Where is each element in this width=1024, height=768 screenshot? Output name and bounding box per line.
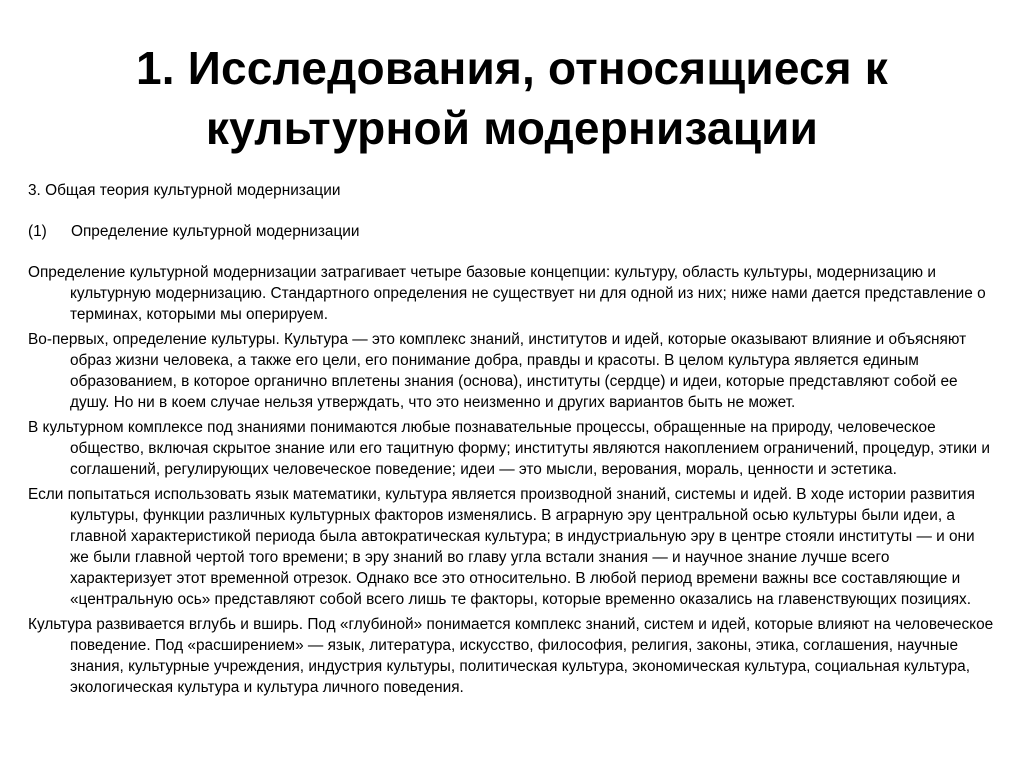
section-number: (1) [28, 223, 47, 240]
paragraph-knowledge-institutions-ideas: В культурном комплексе под знаниями понимаются любые познавательные процессы, обращенные на природу, человеческое общество, включая скрытое знание или его тацитную форму; институты являются накоплением ограничений, процедур, этики и соглашений, регулирующих человеческое поведение; идеи — это мысли, верования, мораль, ценности и эстетика. [28, 419, 990, 478]
subtitle: 3. Общая теория культурной модернизации [28, 182, 341, 199]
paragraph-math-language: Если попытаться использовать язык математики, культура является производной знаний, системы и идей. В ходе истории развития культуры, функции различных культурных факторов изменялись. В аграрную эру центральной осью культуры были идеи, а главной характеристикой периода была автократическая культура; в индустриальную эру в центре стояли институты — и они же были главной чертой того времени; в эру знаний во главу угла встали знания — и научное знание лучше всего характеризует этот временной отрезок. Однако все это относительно. В любой период времени важны все составляющие и «центральную ось» представляют собой всего лишь те факторы, которые временно оказались на главенствующих позициях. [28, 486, 975, 608]
slide-content [28, 180, 994, 702]
section-heading [28, 221, 994, 242]
paragraph-culture-definition: Во-первых, определение культуры. Культура — это комплекс знаний, институтов и идей, которые оказывают влияние и объясняют образ жизни человека, а также его цели, его понимание добра, правды и красоты. В целом культура является единым образованием, в которое органично вплетены знания (основа), институты (сердце) и идеи, которые представляют собой ее душу. Но ни в коем случае нельзя утверждать, что это неизменно и других вариантов быть не может. [28, 331, 967, 411]
paragraph-definition-intro: Определение культурной модернизации затрагивает четыре базовые концепции: культуру, область культуры, модернизацию и культурную модернизацию. Стандартного определения не существует ни для одной из них; ниже нами дается представление о терминах, которыми мы оперируем. [28, 264, 986, 323]
section-label: Определение культурной модернизации [71, 223, 360, 240]
paragraph-depth-breadth: Культура развивается вглубь и вширь. Под «глубиной» понимается комплекс знаний, систем и идей, которые влияют на человеческое поведение. Под «расширением» — язык, литература, искусство, философия, религия, законы, этика, соглашения, научные знания, культурные учреждения, индустрия культуры, политическая культура, экономическая культура, социальная культура, экологическая культура и культура личного поведения. [28, 616, 994, 696]
slide-title: 1. Исследования, относящиеся к культурной модернизации [135, 42, 889, 154]
